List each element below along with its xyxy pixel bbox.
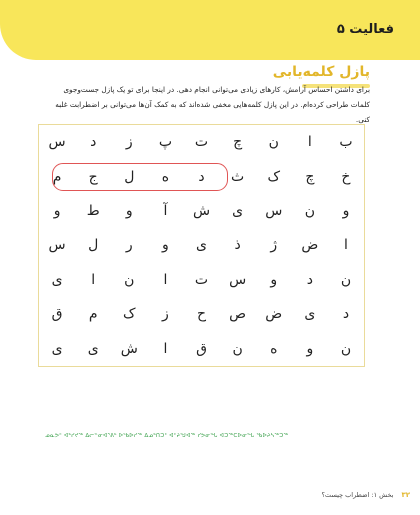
grid-letter: ه <box>161 168 170 185</box>
grid-letter: ا <box>163 340 168 357</box>
grid-letter: ی <box>87 340 99 357</box>
grid-letter: ن <box>340 340 352 357</box>
header-band <box>0 0 420 60</box>
grid-letter: ل <box>124 168 135 185</box>
found-word-highlight <box>52 163 228 191</box>
grid-letter: ح <box>196 306 207 323</box>
grid-letter: ث <box>231 168 245 185</box>
grid-letter: ی <box>232 203 244 220</box>
page-footer <box>210 488 410 502</box>
grid-letter: ا <box>344 237 348 254</box>
section-label: بخش ۱: اضطراب چیست؟ <box>321 491 394 499</box>
grid-letter: آ <box>163 203 168 220</box>
grid-letter: ن <box>232 340 243 357</box>
page-number: ۳۲ <box>401 491 410 499</box>
grid-letter: ق <box>196 340 207 357</box>
grid-letter: چ <box>233 134 243 151</box>
grid-letter: ت <box>194 134 209 151</box>
grid-letter: ژ <box>270 237 278 254</box>
grid-letter: ز <box>162 306 169 323</box>
grid-letter: ن <box>124 271 135 288</box>
grid-letter: ص <box>229 306 247 323</box>
grid-letter: ش <box>192 203 211 220</box>
grid-letter: ی <box>196 237 207 254</box>
grid-letter: و <box>53 203 61 220</box>
letter-grid <box>39 125 364 366</box>
grid-letter: م <box>52 168 62 185</box>
puzzle-instruction: برای داشتن احساس آرامش، کارهای زیادی می‌توانی انجام دهی. در اینجا برای تو یک پازل جست‌وجوی کلمات طراحی کرده‌ام. در این پازل کلمه‌هایی مخفی شده‌اند که به کمک آن‌ها می‌توانی بر اضطرابت غلبه کنی. <box>55 85 370 124</box>
grid-letter: د <box>198 168 205 185</box>
grid-letter: ا <box>163 271 168 288</box>
grid-letter: ج <box>88 168 98 185</box>
grid-letter: و <box>125 203 133 220</box>
grid-letter: ض <box>301 237 319 254</box>
grid-letter: ی <box>304 306 316 323</box>
grid-letter: ض <box>265 306 283 323</box>
grid-letter: چ <box>305 168 315 185</box>
word-search-grid <box>38 124 365 367</box>
grid-letter: ن <box>268 134 279 151</box>
grid-letter: ب <box>339 134 353 151</box>
grid-letter: ل <box>88 237 99 254</box>
grid-letter: د <box>306 271 313 288</box>
grid-letter: ک <box>267 168 280 185</box>
grid-letter: و <box>162 237 169 254</box>
activity-title: فعالیت ۵ <box>336 22 394 37</box>
grid-letter: ش <box>120 340 138 357</box>
grid-letter: ر <box>125 237 133 254</box>
grid-letter: پ <box>158 134 172 151</box>
grid-letter: و <box>306 340 314 357</box>
grid-letter: د <box>342 306 350 323</box>
grid-letter: خ <box>341 168 351 185</box>
grid-letter: س <box>265 203 283 220</box>
grid-letter: م <box>88 306 98 323</box>
grid-letter: ه <box>270 340 278 357</box>
footnote: ᓄᓇᕗᑦ ᐊᒃᓯᔪᖅ ᐃᓕᓐᓂᐊᕐᕕᒃ ᐅᖃᐅᓯᖅ ᐃᓄᒃᑎᑐᑦ ᐊᑦᔨᖑᐊᖅ ᓯᕗᓂᖓ ᐊᑐᖅᑕᐅᓂᖓ ᖃᐅᔨᓴᖅᑐᖅ <box>45 433 289 439</box>
grid-letter: و <box>342 203 350 220</box>
grid-letter: ت <box>194 271 209 288</box>
grid-letter: ک <box>123 306 136 323</box>
grid-letter: ا <box>91 271 96 288</box>
grid-letter: ز <box>125 134 133 151</box>
grid-letter: س <box>48 237 66 254</box>
grid-letter: د <box>90 134 97 151</box>
grid-letter: س <box>229 271 247 288</box>
grid-letter: ط <box>86 203 100 220</box>
grid-letter: س <box>48 134 66 151</box>
puzzle-title: پازل کلمه‌یابی <box>272 64 370 80</box>
grid-letter: ی <box>51 271 63 288</box>
grid-letter: و <box>270 271 278 288</box>
grid-letter: ن <box>304 203 315 220</box>
grid-letter: ی <box>51 340 63 357</box>
grid-letter: ا <box>307 134 312 151</box>
grid-letter: ق <box>51 306 63 323</box>
grid-letter: ذ <box>234 237 241 254</box>
grid-letter: ن <box>340 271 352 288</box>
